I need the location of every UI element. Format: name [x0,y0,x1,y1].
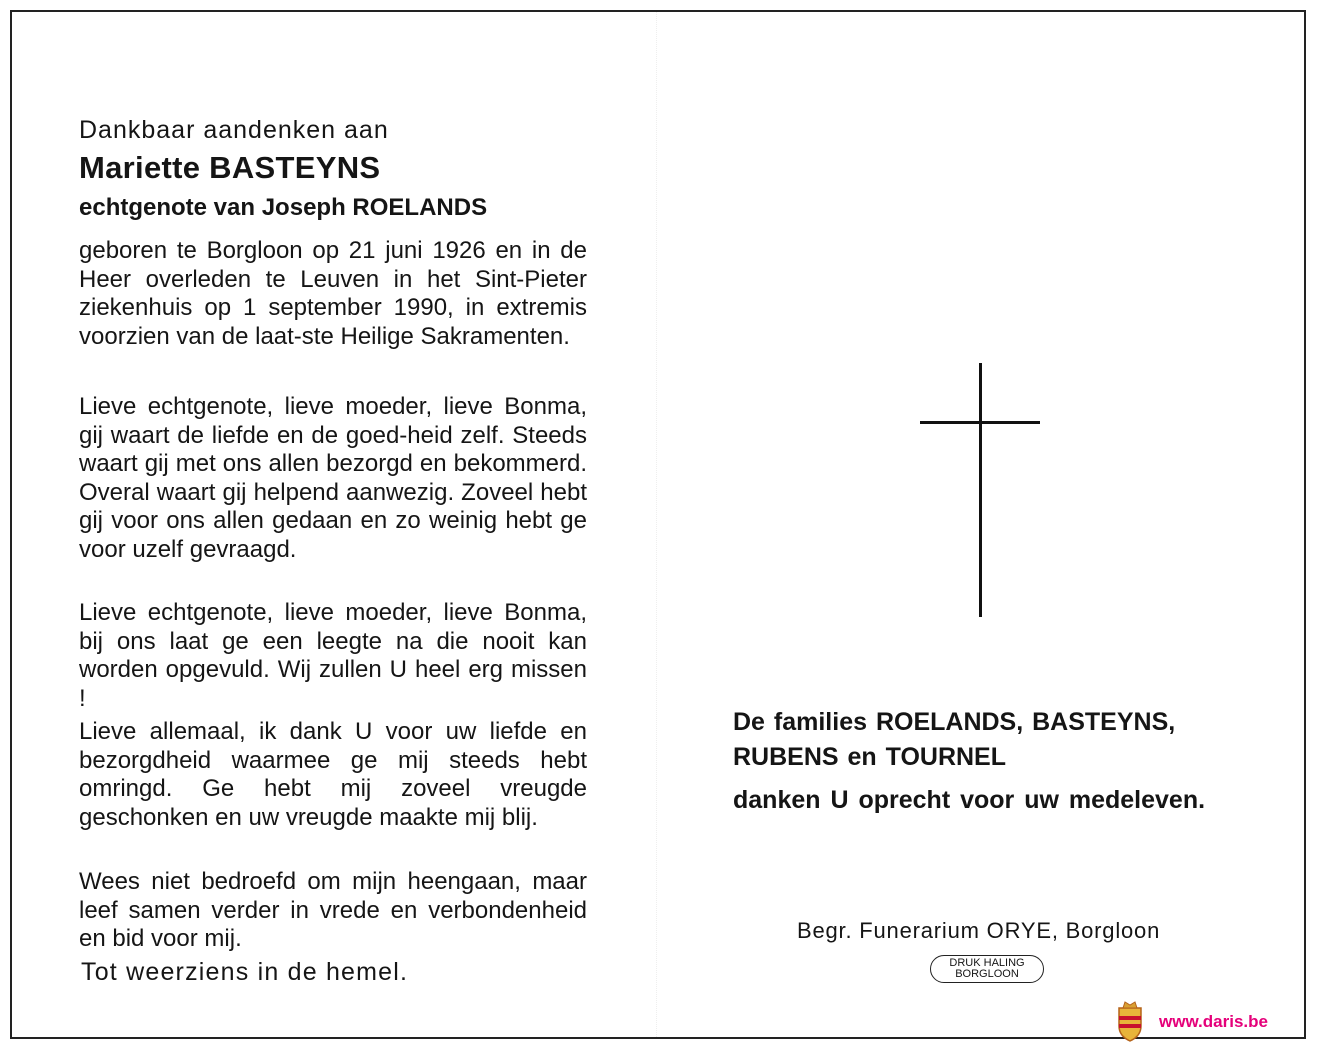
farewell-paragraph: Lieve echtgenote, lieve moeder, lieve Bonma, bij ons laat ge een leegte na die nooit kan worden opgevuld. Wij zullen U heel erg missen ! [79,599,587,712]
tribute-paragraph: Lieve echtgenote, lieve moeder, lieve Bonma, gij waart de liefde en de goed-heid zelf. Steeds waart gij met ons allen bezorgd en bekommerd. Overal waart gij helpend aanwezig. Zoveel hebt gij voor ons allen gedaan en zo weinig hebt ge voor uzelf gevraagd. [79,393,587,563]
funeral-home: Begr. Funerarium ORYE, Borgloon [797,918,1161,943]
printer-town: BORGLOON [955,968,1019,980]
birth-death-paragraph: geboren te Borgloon op 21 juni 1926 en in de Heer overleden te Leuven in het Sint-Pieter ziekenhuis op 1 september 1990, in extremis voorzien van de laat-ste Heilige Sakramenten. [79,237,587,350]
comfort-paragraph: Wees niet bedroefd om mijn heengaan, maar leef samen verder in vrede en verbondenheid en bid voor mij. [79,868,587,952]
thanks-line: danken U oprecht voor uw medeleven. [733,786,1206,814]
closing-line: Tot weerziens in de hemel. [81,958,409,986]
spouse-line: echtgenote van Joseph ROELANDS [79,194,488,221]
crest-logo-icon [1115,1000,1145,1042]
cross-vertical-bar [979,363,982,617]
thank-you-paragraph: Lieve allemaal, ik dank U voor uw liefde en bezorgdheid waarmee ge mij steeds hebt omringd. Ge hebt mij zoveel vreugde geschonken en uw vreugde maakte mij blij. [79,718,587,831]
families-line-1: De families ROELANDS, BASTEYNS, [733,708,1176,736]
cross-horizontal-bar [920,421,1040,424]
watermark-text: www.daris.be [1159,1012,1268,1031]
printer-stamp [930,955,1044,983]
families-line-2: RUBENS en TOURNEL [733,743,1007,771]
intro-text: Dankbaar aandenken aan [79,116,389,144]
deceased-name: Mariette BASTEYNS [79,150,381,185]
printer-name: DRUK HALING [949,957,1025,969]
card-fold-line [656,12,657,1037]
